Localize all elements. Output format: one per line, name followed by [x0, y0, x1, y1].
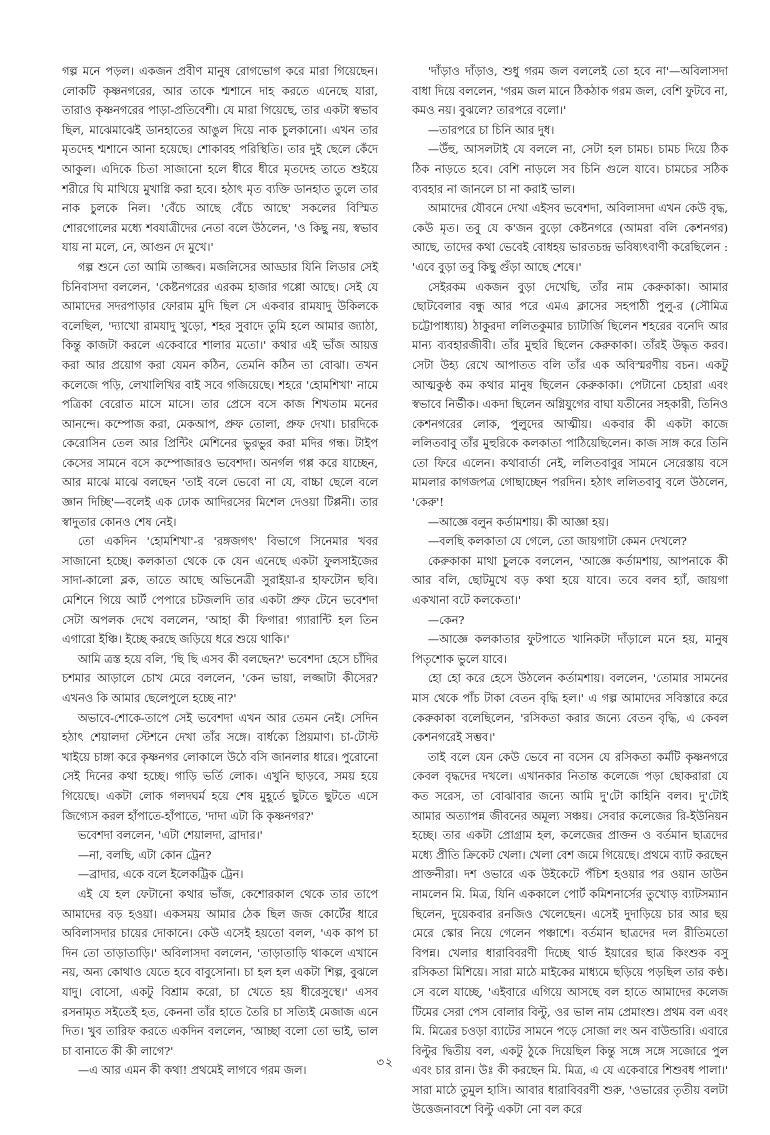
- paragraph: —আজ্ঞে বলুন কর্তামশায়। কী আজ্ঞা হয়।: [427, 515, 609, 529]
- paragraph: কেরুকাকা মাথা চুলকে বললেন, 'আজ্ঞে কর্তামশায়, আপনাকে কী আর বলি, ছোটমুখে বড় কথা হয়ে যাবে। তবে বলব হ্যাঁ, জায়গা একখানা বটে কলকেতা।': [412, 554, 728, 608]
- paragraph: —উঁহু, আসলটাই যে বললে না, সেটা হল চামচ। চামচ দিয়ে ঠিক ঠিক নাড়তে হবে। বেশি নাড়লে সব চিনি গুলে যাবে। চামচের সঠিক ব্যবহার না জানলে চা না করাই ভাল।: [412, 143, 728, 196]
- paragraph: —বলছি কলকাতা যে গেলে, তো জায়গাটা কেমন দেখলে?: [427, 535, 687, 549]
- page-number: ৩২: [376, 1055, 394, 1069]
- paragraph: —এ আর এমন কী কথা! প্রথমেই লাগবে গরম জল।: [77, 1064, 307, 1078]
- paragraph: তো একদিন 'হোমশিখা'-র 'রঙ্গজগৎ' বিভাগে সিনেমার খবর সাজানো হচ্ছে। কলকাতা থেকে কে যেন এনেছে একটা ফুলসাইজের সাদা-কালো ব্লক, তাতে আছে অভিনেত্রী সুরাইয়া-র হাফটোন ছবি। মেশিনে গিয়ে আর্ট পেপারে চটজলদি তার একটা প্রুফ টেনে ভবেশদা সেটা অপলক দেখে বললেন, 'আহা কী ফিগার! গ্যারান্টি হল তিন এগারো ইঞ্চি। ইচ্ছে করছে জড়িয়ে ধরে শুয়ে থাকি।': [62, 535, 378, 647]
- paragraph: সেইরকম একজন বুড়া দেখেছি, তাঁর নাম কেরুকাকা। আমার ছোটবেলার বন্ধু আর পরে এমএ ক্লাসের সহপাঠী পুলু-র (সৌমিত্র চট্টোপাধ্যায়) ঠাকুরদা ললিতকুমার চ্যাটার্জি ছিলেন শহরের বনেদি আর মান্য ব্যবহারজীবী। তাঁর মুহুরি ছিলেন কেরুকাকা। তাঁরই উদ্ধৃত করব। সেটা উহ্য রেখে আপাতত বলি তাঁর এক অবিস্মরণীয় বচন। একটু আত্মকুণ্ঠ কম কথার মানুষ ছিলেন কেরুকাকা। পেটানো চেহারা এবং স্বভাবে নির্ভীক। একদা ছিলেন অগ্নিযুগের বাঘা যতীনের সহকারী, তিনিও কেশনগরের লোক, পুলুদের আত্মীয়। একবার কী একটা কাজে ললিতবাবু তাঁর মুহুরিকে কলকাতা পাঠিয়েছিলেন। কাজ সাঙ্গ করে তিনি তো ফিরে এলেন। কথাবার্তা নেই, ললিতবাবুর সামনে সেরেস্তায় বসে মামলার কাগজপত্র গোছাচ্ছেন পরদিন। হঠাৎ ললিতবাবু বলে উঠলেন, 'কেরু'!: [412, 280, 728, 510]
- paragraph: গল্প শুনে তো আমি তাজ্জব। মজলিসের আড্ডার যিনি লিডার সেই চিনিবাসদা বললেন, 'কেষ্টনগরের এরকম হাজার গপ্পো আছে। সেই যে আমাদের সদরপাড়ার ফোরাম মুদি ছিল সে একবার রামযাদু উকিলকে বলেছিল, 'দ্যাখো রামযাদু খুড়ো, শহর সুবাদে তুমি হলে আমার জ্যাঠা, কিন্তু কাজটা করলে একেবারে শালার মতো।' কথার এই ভাঁজ আয়ত্ত করা আর প্রয়োগ করা যেমন কঠিন, তেমনি কঠিন তা বোঝা। তখন কলেজে পড়ি, লেখালিখির বাই সবে গজিয়েছে। শহরে 'হোমশিখা' নামে পত্রিকা বেরোত মাসে মাসে। তার প্রেসে বসে কাজ শিখতাম মনের আনন্দে। কম্পোজ করা, মেকআপ, প্রুফ তোলা, প্রুফ দেখা। চারদিকে কেরোসিন তেল আর প্রিন্টিং মেশিনের ভুরভুর করা মদির গন্ধ। টাইপ কেসের সামনে বসে কম্পোজারও ভবেশদা। অনর্গল গপ্প করে যাচ্ছেন, আর মাঝে মাঝে বলছেন 'তাই বলে ভেবো না যে, বাচ্চা ছেলে বলে জ্ঞান দিচ্ছি'—বলেই এক ঢোক আদিরসের মিশেল দেওয়া টিপ্পনী। তার স্বাদুতার কোনও শেষ নেই।: [62, 260, 378, 529]
- paragraph: আমাদের যৌবনে দেখা এইসব ভবেশদা, অবিলাসদা এখন কেউ বৃদ্ধ, কেউ মৃত। তবু যে ক'জন বুড়ো কেষ্টনগরে (আমরা বলি কেশনগর) আছে, তাদের কথা ভেবেই বোধহয় ভারতচন্দ্র ভবিষ্যৎবাণী করেছিলেন : 'এবে বুড়া তবু কিছু গুঁড়া আছে শেষে।': [412, 202, 728, 274]
- paragraph: হো হো করে হেসে উঠলেন কর্তামশায়। বললেন, 'তোমার সামনের মাস থেকে পাঁচ টাকা বেতন বৃদ্ধি হল।' এ গল্প আমাদের সবিস্তারে করে কেরুকাকা বলেছিলেন, 'রসিকতা করার জন্যে বেতন বৃদ্ধি, এ কেবল কেশনগরেই সম্ভব।': [412, 672, 728, 745]
- right-column: [412, 62, 728, 1117]
- paragraph: 'দাঁড়াও দাঁড়াও, শুধু গরম জল বললেই তো হবে না'—অবিলাসদা বাধা দিয়ে বললেন, 'গরম জল মানে ঠিকঠাক গরম জল, বেশি ফুটবে না, কমও নয়। বুঝলে? তারপরে বলো।': [412, 65, 728, 118]
- paragraph: তাই বলে যেন কেউ ভেবে না বসেন যে রসিকতা কর্মটি কৃষ্ণনগরে কেবল বৃদ্ধদের দখলে। এখানকার নিতান্ত কলেজে পড়া ছোকরারা যে কত সরেস, তা বোঝাবার জন্যে আমি দু'টো কাহিনি বলব। দু'টোই আমার অত্যাপন্ন জীবনের অমূল্য সঞ্চয়। সেবার কলেজের রি-ইউনিয়ন হচ্ছে। তার একটা প্রোগ্রাম হল, কলেজের প্রাক্তন ও বর্তমান ছাত্রদের মধ্যে প্রীতি ক্রিকেট খেলা। খেলা বেশ জমে গিয়েছে। প্রথমে ব্যাট করছেন প্রাক্তনীরা। দশ ওভারে এক উইকেটে পঁচিশ হওয়ার পর ওয়ান ডাউন নামলেন মি. মিত্র, যিনি এককালে পোর্ট কমিশনার্সের তুখোড় ব্যাটসম্যান ছিলেন, দুয়েকবার রনজিও খেলেছেন। এসেই দুদাড়িয়ে চার আর ছয় মেরে স্কোর নিয়ে গেলেন পঞ্চাশে। বর্তমান ছাত্রদের দল রীতিমতো বিপন্ন। খেলার ধারাবিবরণী দিচ্ছে থার্ড ইয়ারের ছাত্র কিংশুক বসু রসিকতা মিশিয়ে। সারা মাঠে মাইকের মাধ্যমে ছড়িয়ে পড়ছিল তার কণ্ঠ। সে বলে যাচ্ছে, 'এইবারে এগিয়ে আসছে বল হাতে আমাদের কলেজ টিমের সেরা পেস বোলার বিল্টু, ওর ভাল নাম প্রেমাংশু। প্রথম বল এবং মি. মিত্রের চওড়া ব্যাটের সামনে পড়ে সোজা লং অন বাউন্ডারি। এবারে বিল্টুর দ্বিতীয় বল, একটু ঠুকে দিয়েছিল কিন্তু সঙ্গে সঙ্গে সজোরে পুল এবং চার রান। উঃ কী করছেন মি. মিত্র, এ যে একেবারে শিশুবধ পালা।' সারা মাঠে তুমুল হাসি। আবার ধারাবিবরণী শুরু, 'ওভারের তৃতীয় বলটা উত্তেজনাবশে বিল্টু একটা নো বল করে: [412, 750, 728, 1117]
- paragraph: অভাবে-শোকে-তাপে সেই ভবেশদা এখন আর তেমন নেই। সেদিন হঠাৎ শেয়ালদা স্টেশনে দেখা তাঁর সঙ্গে। বার্ধক্যে প্রিয়মাণ। চা-টোস্ট খাইয়ে চাঙ্গা করে কৃষ্ণনগর লোকালে উঠে বসি জানলার ধারে। পুরোনো সেই দিনের কথা হচ্ছে। গাড়ি ভর্তি লোক। এখুনি ছাড়বে, সময় হয়ে গিয়েছে। একটা লোক গলদঘর্ম হয়ে শেষ মুহূর্তে ছুটতে ছুটতে এসে জিগ্যেস করল হাঁপাতে-হাঁপাতে, 'দাদা এটা কি কৃষ্ণনগর?': [62, 711, 378, 823]
- paragraph: ভবেশদা বললেন, 'এটা শেয়ালদা, ব্রাদার।': [77, 829, 263, 843]
- paragraph: গল্প মনে পড়ল। একজন প্রবীণ মানুষ রোগভোগ করে মারা গিয়েছেন। লোকটি কৃষ্ণনগরের, আর তাকে শ্মশানে দাহ করতে এনেছে যারা, তারাও কৃষ্ণনগরের পাড়া-প্রতিবেশী। যে মারা গিয়েছে, তার একটা স্বভাব ছিল, মাঝেমাঝেই ডানহাতের আঙুল দিয়ে নাক চুলকানো। এখন তার মৃতদেহ শ্মশানে আনা হয়েছে। শোকাবহ পরিস্থিতি। তার দুই ছেলে কেঁদে আকুল। এদিকে চিতা সাজানো হলে ধীরে ধীরে মৃতদেহ তাতে শুইয়ে শরীরে ঘি মাখিয়ে মুখাগ্নি করা হবে। হঠাৎ মৃত ব্যক্তি ডানহাত তুলে তার নাক চুলকে নিল। 'বেঁচে আছে বেঁচে আছে' সকলের বিস্মিত শোরগোলের মধ্যে শবযাত্রীদের নেতা বলে উঠলেন, 'ও কিছু নয়, স্বভাব যায় না মলে, নে, আগুন দে মুখে।': [62, 65, 378, 255]
- paragraph: —আজ্ঞে কলকাতার ফুটপাতে খানিকটা দাঁড়ালে মনে হয়, মানুষ পিতৃশোক ভুলে যাবে।: [412, 633, 728, 666]
- paragraph: —কেন?: [427, 613, 465, 627]
- left-column: [62, 62, 378, 1078]
- paragraph: —তারপরে চা চিনি আর দুধ।: [427, 123, 555, 137]
- paragraph: আমি ত্রস্ত হয়ে বলি, 'ছি ছি এসব কী বলছেন?' ভবেশদা হেসে চাঁদির চশমার আড়ালে চোখ মেরে বললেন, 'কেন ভায়া, লজ্জাটা কীসের? এখনও কি আমার ছেলেপুলে হচ্ছে না?': [62, 652, 378, 705]
- paragraph: —ব্রাদার, একে বলে ইলেকট্রিক ট্রেন।: [77, 868, 244, 882]
- paragraph: —না, বলছি, এটা কোন ট্রেন?: [77, 848, 212, 862]
- paragraph: এই যে হল ফেটানো কথার ভাঁজ, কেশোরকাল থেকে তার তাপে আমাদের বড় হওয়া। একসময় আমার ঠেক ছিল জজ কোর্টের ধারে অবিলাসদার চায়ের দোকানে। কেউ এসেই হয়তো বলল, 'এক কাপ চা দিন তো তাড়াতাড়ি।' অবিলাসদা বললেন, 'তাড়াতাড়ি থাকলে এখানে নয়, অন্য কোথাও যেতে হবে বাবুসোনা। চা হল হল একটা শিল্প, বুঝলে যাদু। বোসো, একটু বিশ্রাম করো, চা খেতে হয় ধীরেসুস্থে।' এসব রসনামৃত সইতেই হত, কেননা তাঁর হাতে তৈরি চা সত্যিই মেজাজ এনে দিত। খুব তারিফ করতে একদিন বললেন, 'আচ্ছা বলো তো ভাই, ভাল চা বানাতে কী কী লাগে?': [62, 887, 378, 1058]
